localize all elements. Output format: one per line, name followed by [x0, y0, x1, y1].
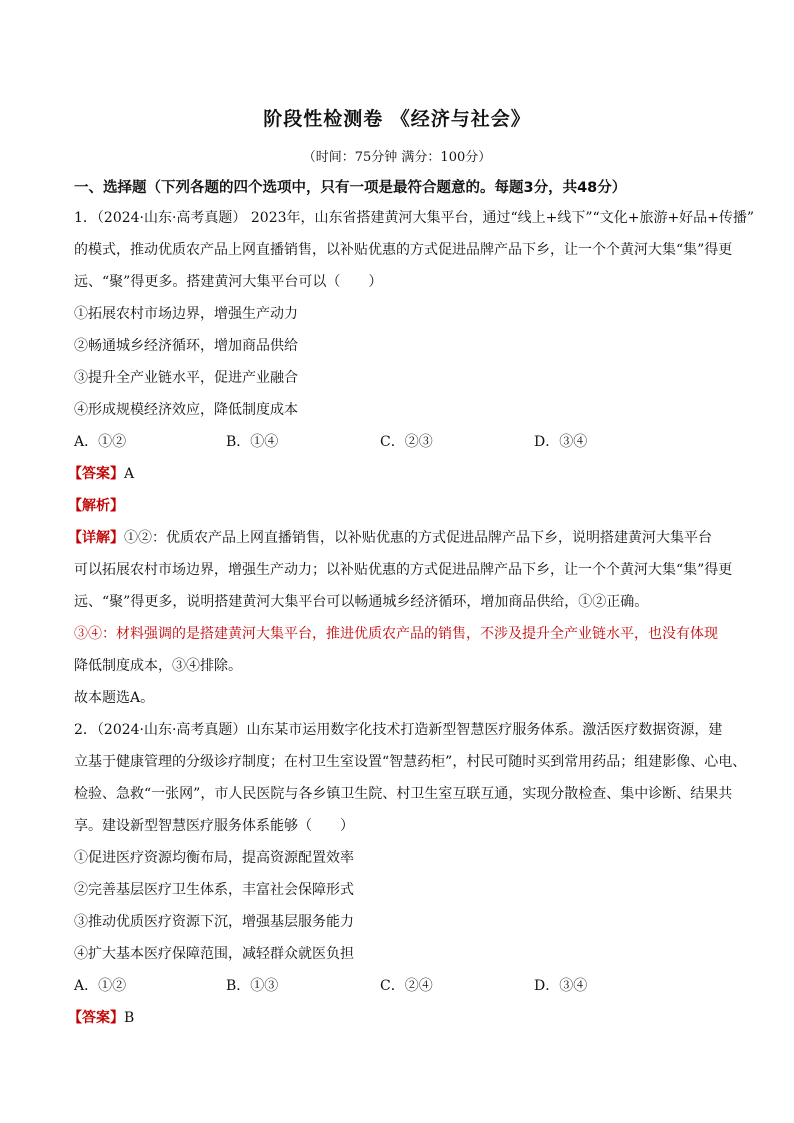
q1-stem-line: 1．（2024·山东·高考真题） 2023年，山东省搭建黄河大集平台，通过“线上+线下”“文化+旅游+好品+传播” [74, 210, 755, 226]
q1-option-b: B．①④ [226, 434, 279, 450]
answer-tag: 【答案】 [68, 1010, 124, 1026]
q1-detail-line: 可以拓展农村市场边界，增强生产动力；以补贴优惠的方式促进品牌产品下乡，让一个个黄河大集“集”得更 [74, 562, 733, 578]
q2-option-c: C．②④ [380, 978, 433, 994]
q2-option-b: B．①③ [226, 978, 279, 994]
q2-statement: ①促进医疗资源均衡布局，提高资源配置效率 [74, 850, 354, 866]
q1-analysis-tag [68, 495, 124, 515]
q2-statement: ③推动优质医疗资源下沉，增强基层服务能力 [74, 914, 354, 930]
q1-statement: ④形成规模经济效应，降低制度成本 [74, 402, 298, 418]
answer-tag: 【答案】 [68, 466, 124, 482]
q1-detail-line: 远、“聚”得更多，说明搭建黄河大集平台可以畅通城乡经济循环，增加商品供给，①②正确。 [74, 594, 649, 610]
answer-value: A [124, 466, 135, 482]
q1-detail-line [68, 527, 712, 547]
q2-stem-line: 立基于健康管理的分级诊疗制度；在村卫生室设置“智慧药柜”，村民可随时买到常用药品；组建影像、心电、 [74, 754, 747, 770]
q1-stem-line: 的模式，推动优质农产品上网直播销售，以补贴优惠的方式促进品牌产品下乡，让一个个黄河大集“集”得更 [74, 242, 733, 258]
q2-stem-line: 检验、急救“一张网”，市人民医院与各乡镇卫生院、村卫生室互联互通，实现分散检查、集中诊断、结果共 [74, 786, 733, 802]
exam-info: （时间：75分钟 满分：100分） [302, 150, 492, 165]
q1-statement: ①拓展农村市场边界，增强生产动力 [74, 306, 298, 322]
q2-stem-line: 享。建设新型智慧医疗服务体系能够（ ） [74, 818, 354, 834]
q2-answer [68, 1007, 134, 1027]
analysis-tag: 【解析】 [68, 498, 124, 514]
q1-option-c: C．②③ [380, 434, 433, 450]
q1-statement: ③提升全产业链水平，促进产业融合 [74, 370, 298, 386]
q1-option-a: A．①② [74, 434, 127, 450]
detail-text: ①②：优质农产品上网直播销售，以补贴优惠的方式促进品牌产品下乡，说明搭建黄河大集平台 [124, 530, 712, 546]
q2-option-d: D．③④ [534, 978, 588, 994]
q1-stem-line: 远、“聚”得更多。搭建黄河大集平台可以（ ） [74, 274, 383, 290]
q1-statement: ②畅通城乡经济循环，增加商品供给 [74, 338, 298, 354]
q1-exclusion-line: 降低制度成本，③④排除。 [74, 658, 242, 674]
q1-exclusion-line: ③④：材料强调的是搭建黄河大集平台，推进优质农产品的销售，不涉及提升全产业链水平，也没有体现 [74, 626, 718, 642]
answer-value: B [124, 1010, 135, 1026]
q2-statement: ②完善基层医疗卫生体系，丰富社会保障形式 [74, 882, 354, 898]
detail-tag: 【详解】 [68, 530, 124, 546]
section-heading: 一、选择题（下列各题的四个选项中，只有一项是最符合题意的。每题3分，共48分） [74, 180, 627, 196]
page-title: 阶段性检测卷 《经济与社会》 [263, 108, 531, 130]
q1-conclusion: 故本题选A。 [74, 690, 155, 706]
q1-answer [68, 463, 134, 483]
q2-option-a: A．①② [74, 978, 127, 994]
q2-stem-line: 2．（2024·山东·高考真题）山东某市运用数字化技术打造新型智慧医疗服务体系。激活医疗数据资源，建 [74, 722, 723, 738]
q1-option-d: D．③④ [534, 434, 588, 450]
q2-statement: ④扩大基本医疗保障范围，减轻群众就医负担 [74, 946, 354, 962]
